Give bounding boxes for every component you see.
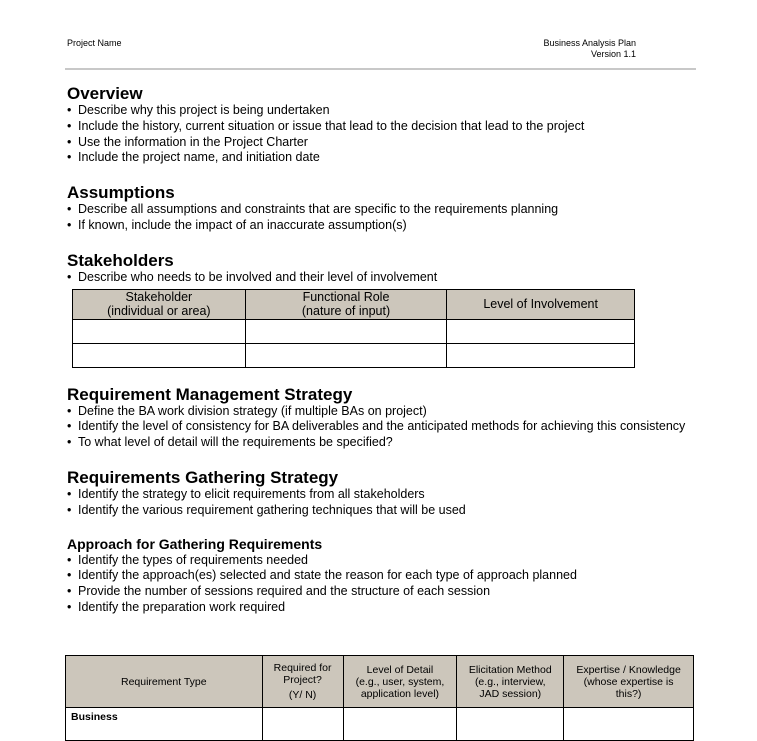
approach-heading: Approach for Gathering Requirements [67, 535, 323, 552]
overview-list [67, 103, 707, 166]
table-cell[interactable] [262, 708, 343, 741]
required-col-header: Required for Project? (Y/ N) [262, 656, 343, 708]
list-item: • Use the information in the Project Charter [67, 135, 707, 151]
table-row [66, 708, 694, 741]
table-cell[interactable] [245, 319, 447, 343]
requirements-table [65, 655, 694, 741]
stakeholders-list [67, 270, 707, 286]
table-row [73, 343, 635, 367]
requirement-category-business: Business [66, 708, 263, 741]
header-project-name: Project Name [67, 38, 122, 48]
table-cell[interactable] [73, 319, 246, 343]
table-cell[interactable] [73, 343, 246, 367]
list-item: • Identify the preparation work required [67, 600, 707, 616]
assumptions-list [67, 202, 707, 234]
req-mgmt-heading: Requirement Management Strategy [67, 384, 353, 404]
level-of-detail-col-header: Level of Detail (e.g., user, system, application level) [343, 656, 457, 708]
list-item: • Provide the number of sessions required and the structure of each session [67, 584, 707, 600]
header-version: Version 1.1 [590, 49, 636, 59]
table-cell[interactable] [447, 343, 635, 367]
list-item: • Identify the various requirement gathering techniques that will be used [67, 503, 707, 519]
list-item: • Identify the approach(es) selected and state the reason for each type of approach planned [67, 568, 707, 584]
list-item: • Describe why this project is being undertaken [67, 103, 707, 119]
req-gathering-heading: Requirements Gathering Strategy [67, 467, 339, 487]
list-item: • Describe who needs to be involved and their level of involvement [67, 270, 707, 286]
stakeholder-col-header: Stakeholder (individual or area) [73, 289, 246, 319]
overview-heading: Overview [67, 84, 143, 103]
table-cell[interactable] [447, 319, 635, 343]
list-item: • Describe all assumptions and constraints that are specific to the requirements planning [67, 202, 707, 218]
req-mgmt-list [67, 404, 707, 451]
list-item: • Identify the types of requirements needed [67, 553, 707, 569]
table-cell[interactable] [457, 708, 564, 741]
list-item: • Include the project name, and initiation date [67, 150, 707, 166]
involvement-col-header: Level of Involvement [447, 289, 635, 319]
assumptions-heading: Assumptions [67, 183, 175, 203]
functional-role-col-header: Functional Role (nature of input) [245, 289, 447, 319]
stakeholders-heading: Stakeholders [67, 250, 174, 270]
header-doc-title: Business Analysis Plan [543, 38, 636, 48]
requirement-type-col-header: Requirement Type [66, 656, 263, 708]
expertise-col-header: Expertise / Knowledge (whose expertise is this?) [564, 656, 694, 708]
table-cell[interactable] [564, 708, 694, 741]
list-item: • Define the BA work division strategy (if multiple BAs on project) [67, 404, 707, 420]
table-row [73, 319, 635, 343]
list-item: • If known, include the impact of an inaccurate assumption(s) [67, 218, 707, 234]
approach-list [67, 553, 707, 616]
req-gathering-list [67, 487, 707, 519]
table-cell[interactable] [245, 343, 447, 367]
table-cell[interactable] [343, 708, 457, 741]
list-item: • Identify the level of consistency for BA deliverables and the anticipated methods for achieving this consistency [67, 419, 707, 435]
header-doc-info [510, 38, 636, 60]
list-item: • Include the history, current situation or issue that lead to the decision that lead to the project [67, 119, 707, 135]
header-divider [65, 68, 696, 70]
document-body [67, 84, 707, 616]
elicitation-method-col-header: Elicitation Method (e.g., interview, JAD session) [457, 656, 564, 708]
list-item: • To what level of detail will the requirements be specified? [67, 435, 707, 451]
list-item: • Identify the strategy to elicit requirements from all stakeholders [67, 487, 707, 503]
stakeholder-table [72, 289, 635, 368]
